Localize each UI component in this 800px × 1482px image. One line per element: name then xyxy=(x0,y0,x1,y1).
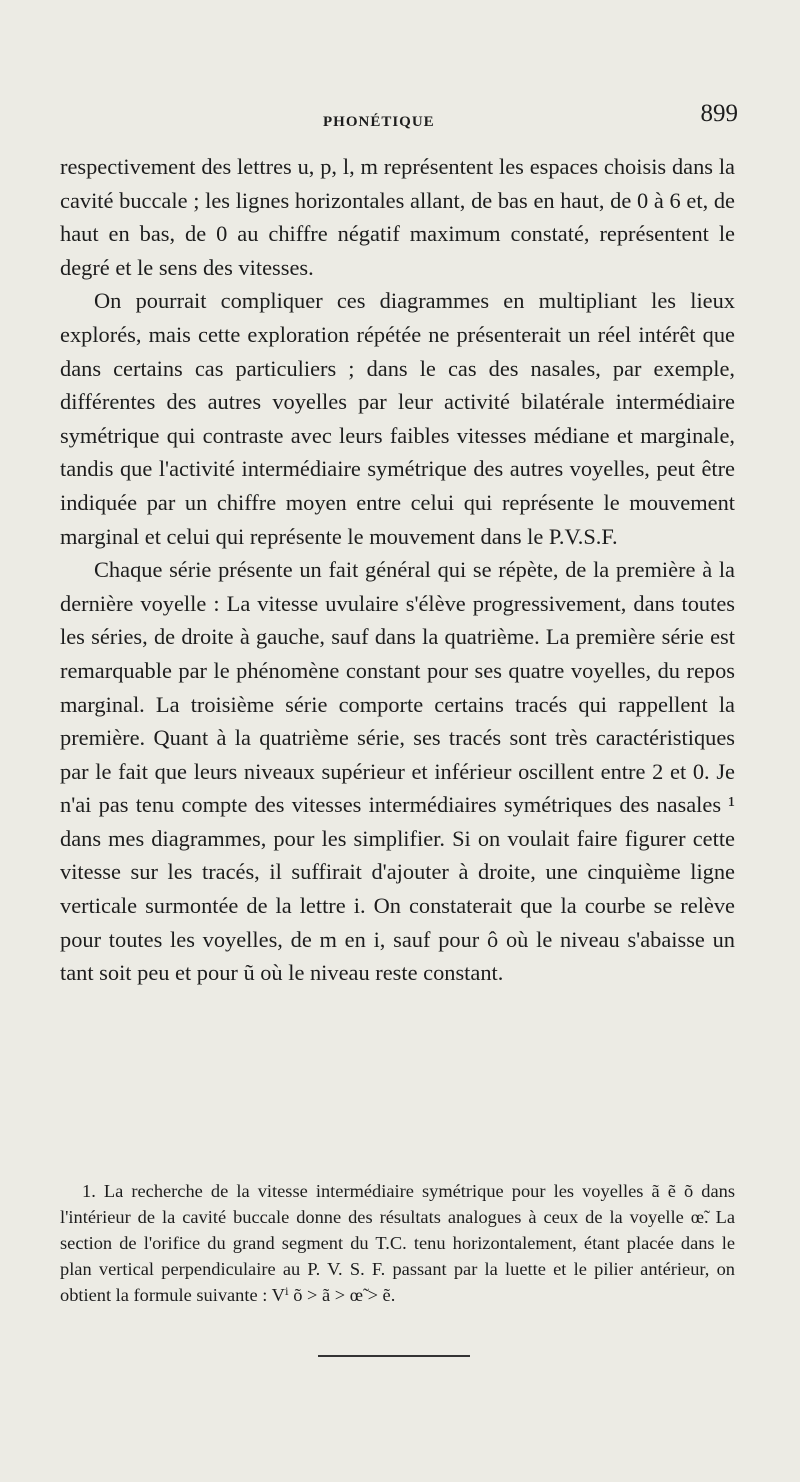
footer-rule xyxy=(318,1355,470,1357)
paragraph-3: Chaque série présente un fait général qui se répète, de la première à la dernière voyelle : La vitesse uvulaire s'élève progressivement, dans toutes les séries, de droite à gauche, sauf dans la quatrième. La première série est remarquable par le phénomène constant pour ses quatre voyelles, du repos marginal. La troisième série comporte certains tracés qui rappellent la première. Quant à la quatrième série, ses tracés sont très caractéristiques par le fait que leurs niveaux supérieur et inférieur oscillent entre 2 et 0. Je n'ai pas tenu compte des vitesses intermédiaires symétriques des nasales ¹ dans mes diagrammes, pour les simplifier. Si on voulait faire figurer cette vitesse sur les tracés, il suffirait d'ajouter à droite, une cinquième ligne verticale surmontée de la lettre i. On constaterait que la courbe se relève pour toutes les voyelles, de m en i, sauf pour ô où le niveau s'abaisse un tant soit peu et pour ũ où le niveau reste constant. xyxy=(60,557,735,986)
paragraph-2: On pourrait compliquer ces diagrammes en multipliant les lieux explorés, mais cette exploration répétée ne présenterait un réel intérêt que dans certains cas particuliers ; dans le cas des nasales, par exemple, différentes des autres voyelles par leur activité bilatérale intermédiaire symétrique qui contraste avec leurs faibles vitesses médiane et marginale, tandis que l'activité intermédiaire symétrique des autres voyelles, peut être indiquée par un chiffre moyen entre celui qui représente le mouvement marginal et celui qui représente le mouvement dans le P.V.S.F. xyxy=(60,288,735,549)
page-number: 899 xyxy=(700,100,738,127)
footnote-text: 1. La recherche de la vitesse intermédiaire symétrique pour les voyelles ã ẽ õ dans l'intérieur de la cavité buccale donne des résultats analogues à ceux de la voyelle œ̃. La section de l'orifice du grand segment du T.C. tenu horizontalement, étant placée dans le plan vertical perpendiculaire au P. V. S. F. passant par la luette et le pilier antérieur, on obtient la formule suivante : Vⁱ õ > ã > œ̃ > ẽ. xyxy=(60,1181,735,1305)
body-text xyxy=(60,150,735,990)
page-header xyxy=(58,100,738,140)
running-head: PHONÉTIQUE xyxy=(323,114,435,130)
paragraph-1: respectivement des lettres u, p, l, m représentent les espaces choisis dans la cavité buccale ; les lignes horizontales allant, de bas en haut, de 0 à 6 et, de haut en bas, de 0 au chiffre négatif maximum constaté, représentent le degré et le sens des vitesses. xyxy=(60,154,735,280)
footnote xyxy=(60,1178,735,1308)
